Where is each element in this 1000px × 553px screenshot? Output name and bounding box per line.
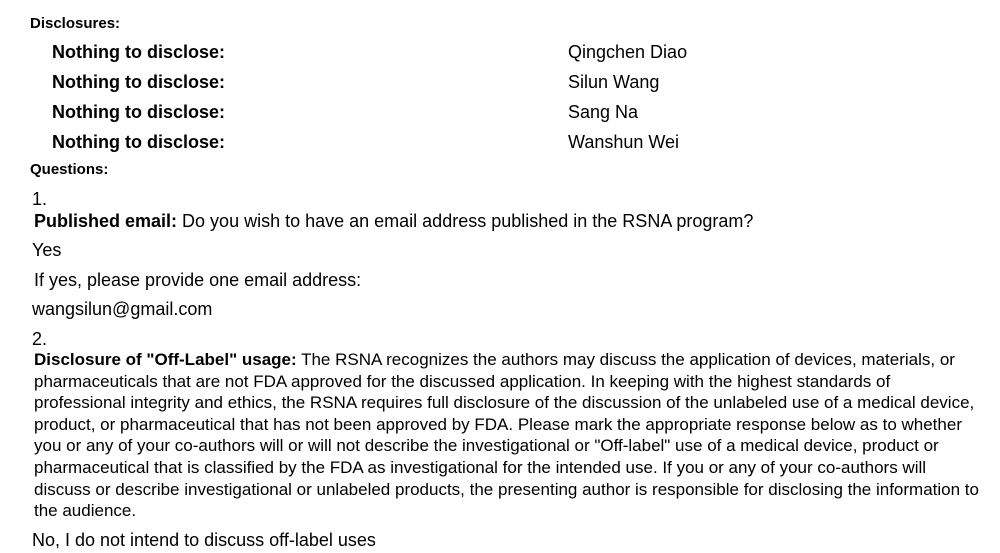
disclosure-label: Nothing to disclose: [52, 102, 225, 122]
disclosure-label: Nothing to disclose: [52, 72, 225, 92]
question-label: Published email: [34, 211, 178, 231]
disclosure-author-name: Qingchen Diao [568, 42, 688, 62]
question-number: 2. [32, 329, 48, 349]
question-answer: No, I do not intend to discuss off-label uses [32, 530, 376, 550]
disclosure-author-name: Wanshun Wei [568, 132, 680, 152]
disclosures-heading: Disclosures: [30, 15, 121, 32]
question-2-prompt [34, 349, 979, 522]
questions-heading: Questions: [30, 161, 109, 178]
disclosure-author-name: Sang Na [568, 102, 639, 122]
question-text: Do you wish to have an email address published in the RSNA program? [177, 211, 754, 231]
followup-prompt: If yes, please provide one email address: [34, 270, 362, 290]
question-1-prompt [34, 211, 753, 232]
email-answer: wangsilun@gmail.com [32, 299, 213, 319]
question-text: The RSNA recognizes the authors may discuss the application of devices, materials, or pharmaceuticals that are not FDA approved for the discussed application. In keeping with the highest standards of professional integrity and ethics, the RSNA requires full disclosure of the discussion of the unlabeled use of a medical device, product, or pharmaceutical that has not been approved by FDA. Please mark the appropriate response below as to whether you or any of your co-authors will or will not describe the investigational or "Off-label" use of a medical device, product or pharmaceutical that is classified by the FDA as investigational for the intended use. If you or any of your co-authors will discuss or describe investigational or unlabeled products, the presenting author is responsible for disclosing the information to the audience. [34, 350, 979, 521]
question-number: 1. [32, 189, 48, 209]
disclosure-author-name: Silun Wang [568, 72, 660, 92]
disclosure-label: Nothing to disclose: [52, 132, 225, 152]
question-answer: Yes [32, 240, 62, 260]
question-label: Disclosure of "Off-Label" usage: [34, 350, 297, 369]
disclosure-label: Nothing to disclose: [52, 42, 225, 62]
